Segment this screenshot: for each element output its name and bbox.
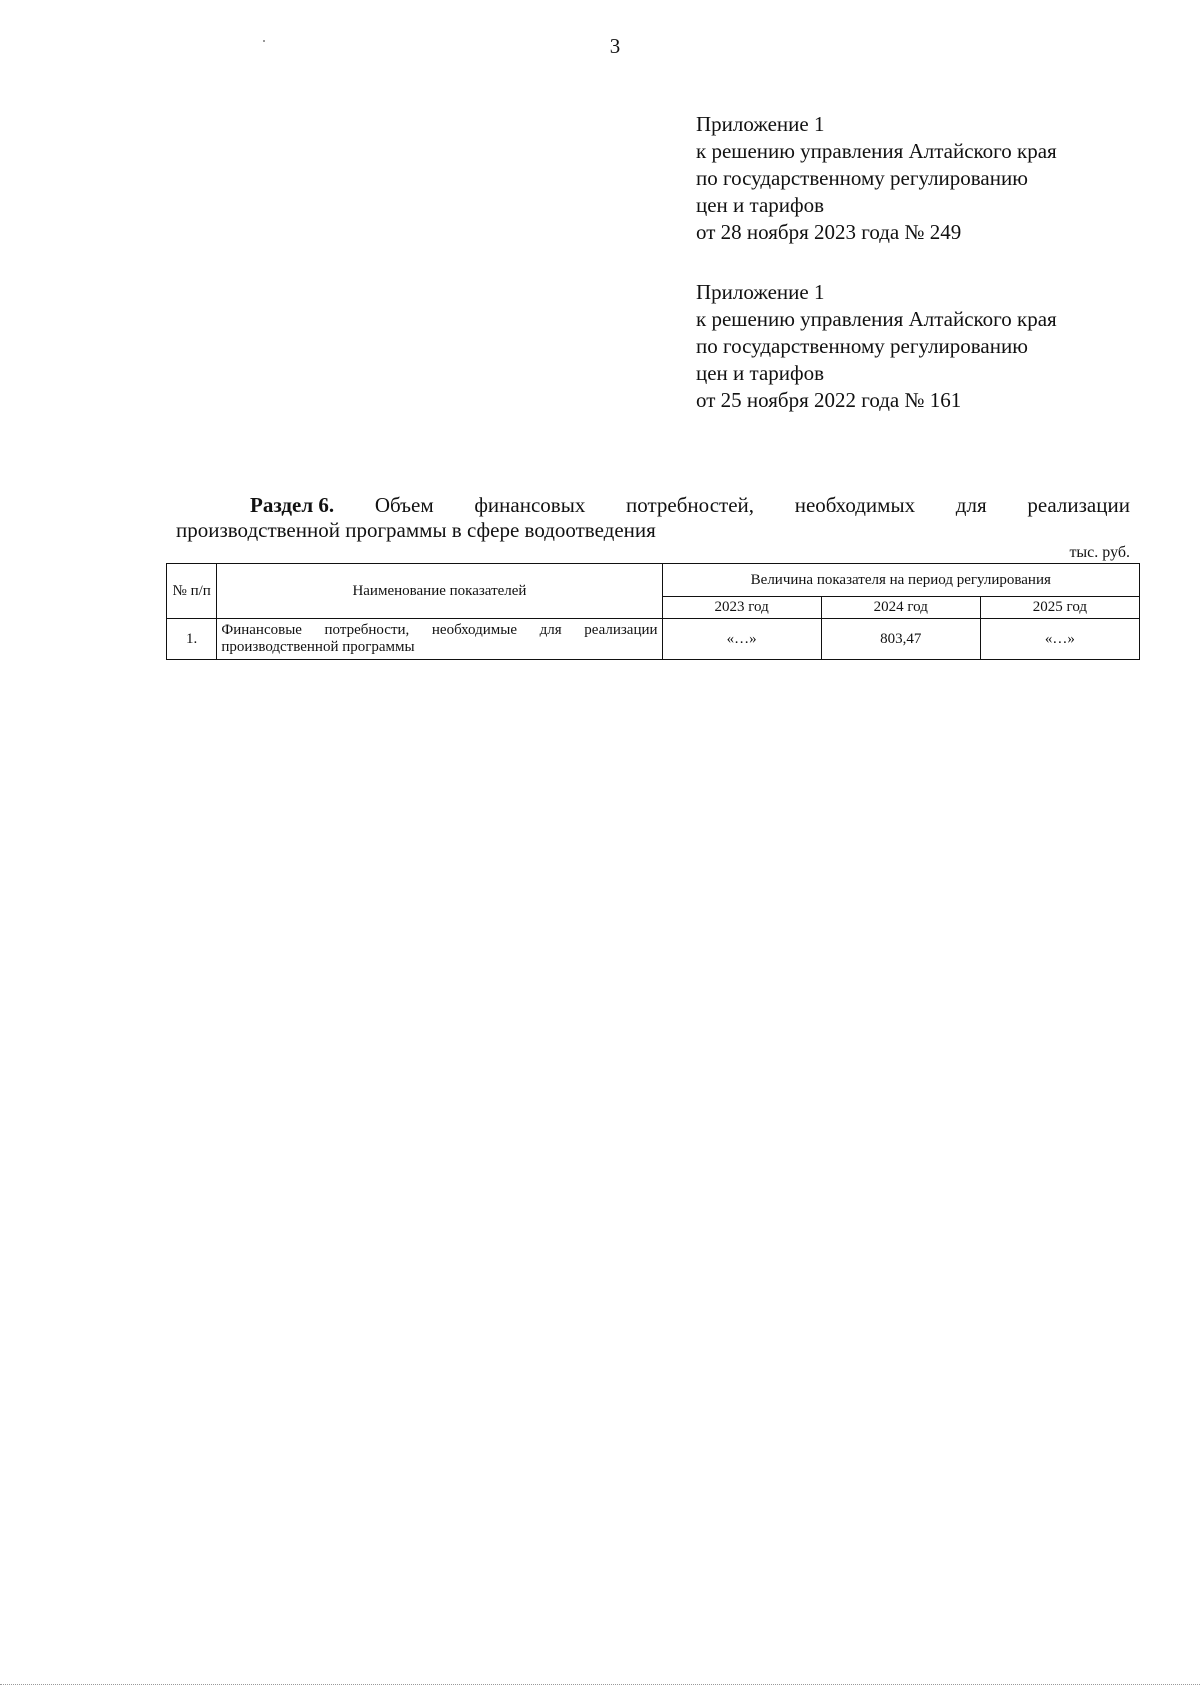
appendix-date-line: от 25 ноября 2022 года № 161: [696, 388, 962, 412]
section-title-word: финансовых: [474, 493, 586, 517]
section-title-word: реализации: [1027, 493, 1130, 517]
scan-edge-line: [0, 1684, 1200, 1685]
table-row: [167, 619, 1140, 660]
value-2023: «…»: [662, 619, 821, 660]
scan-speck: [263, 40, 265, 42]
appendix-date-line: от 28 ноября 2023 года № 249: [696, 220, 962, 244]
section-title-word: необходимых: [794, 493, 916, 517]
header-year-2024: 2024 год: [821, 597, 980, 619]
section-title-word: потребностей,: [626, 493, 754, 517]
header-year-2023: 2023 год: [662, 597, 821, 619]
header-year-2025: 2025 год: [980, 597, 1139, 619]
appendix-note-2023: [696, 111, 1146, 246]
value-2024: 803,47: [821, 619, 980, 660]
units-label: тыс. руб.: [1069, 544, 1130, 561]
header-period: Величина показателя на период регулирования: [662, 564, 1139, 597]
page-number: 3: [609, 34, 621, 58]
row-number: 1.: [167, 619, 217, 660]
section-heading-line-2: производственной программы в сфере водоотведения: [176, 518, 656, 542]
value-2025: «…»: [980, 619, 1139, 660]
section-heading: [176, 493, 1130, 543]
appendix-line: цен и тарифов: [696, 361, 825, 385]
header-indicator-name: Наименование показателей: [217, 564, 662, 619]
section-heading-line-1: [176, 493, 1130, 518]
row-indicator-name: Финансовые потребности, необходимые для реализации производственной программы: [217, 619, 662, 660]
section-title-word: Объем: [374, 493, 434, 517]
section-title-word: для: [955, 493, 987, 517]
appendix-line: Приложение 1: [696, 112, 825, 136]
section-label: Раздел 6.: [250, 493, 335, 517]
appendix-line: по государственному регулированию: [696, 166, 1028, 190]
appendix-note-2022: [696, 279, 1146, 414]
appendix-line: к решению управления Алтайского края: [696, 307, 1057, 331]
appendix-line: по государственному регулированию: [696, 334, 1028, 358]
appendix-line: Приложение 1: [696, 280, 825, 304]
financial-needs-table: [166, 563, 1140, 660]
appendix-line: цен и тарифов: [696, 193, 825, 217]
appendix-line: к решению управления Алтайского края: [696, 139, 1057, 163]
header-number: № п/п: [167, 564, 217, 619]
